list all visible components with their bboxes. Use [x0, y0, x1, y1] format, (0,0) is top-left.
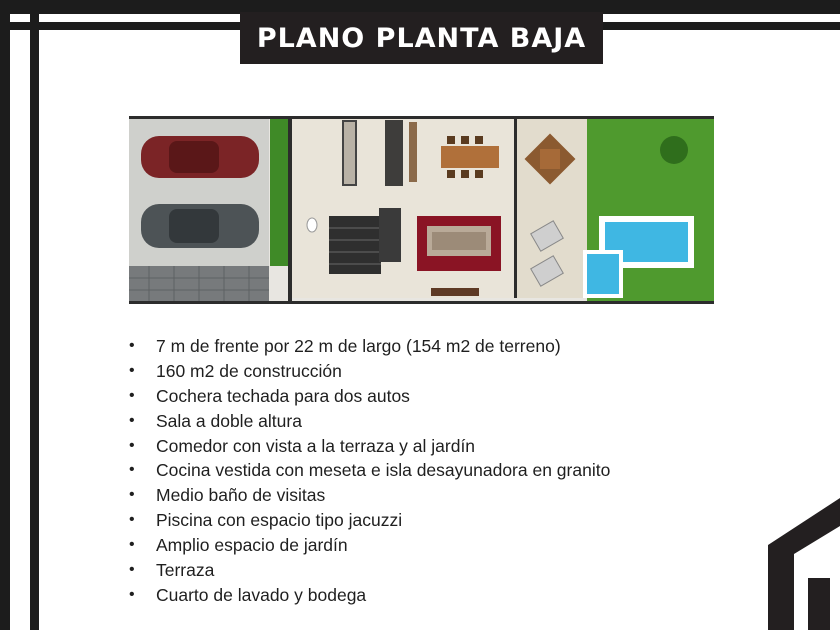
sofa-icon [427, 226, 491, 256]
title-banner [240, 12, 603, 64]
list-item: • Piscina con espacio tipo jacuzzi [129, 508, 610, 533]
car-icon [141, 204, 259, 248]
list-item: • 160 m2 de construcción [129, 359, 610, 384]
list-item: • Comedor con vista a la terraza y al jardín [129, 434, 610, 459]
list-item: • Cuarto de lavado y bodega [129, 583, 610, 608]
list-item: • Cocina vestida con meseta e isla desayunadora en granito [129, 458, 610, 483]
list-item: • Amplio espacio de jardín [129, 533, 610, 558]
frame-left-bar [0, 0, 10, 630]
list-item: • Terraza [129, 558, 610, 583]
tree-icon [660, 136, 688, 164]
logo-mark [758, 490, 840, 630]
car-icon [141, 136, 259, 178]
floor-plan-image [129, 116, 714, 304]
list-item: • Sala a doble altura [129, 409, 610, 434]
page-title: PLANO PLANTA BAJA [256, 22, 587, 54]
list-item: • 7 m de frente por 22 m de largo (154 m2 de terreno) [129, 334, 610, 359]
features-list [129, 334, 610, 608]
frame-left-line [30, 14, 39, 630]
list-item: • Cochera techada para dos autos [129, 384, 610, 409]
list-item: • Medio baño de visitas [129, 483, 610, 508]
